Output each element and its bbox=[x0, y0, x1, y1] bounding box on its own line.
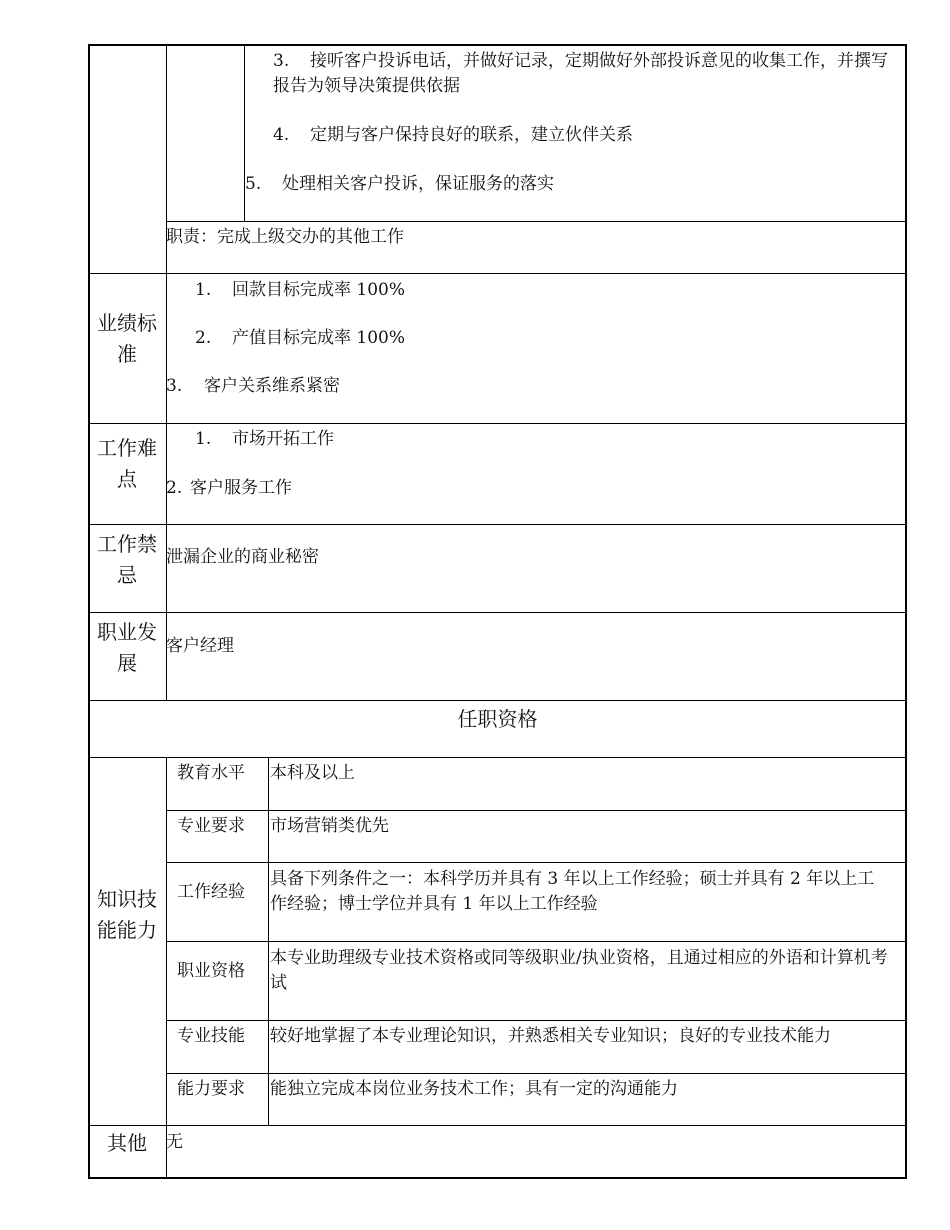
column-divider bbox=[268, 757, 269, 1126]
row-divider bbox=[88, 273, 907, 274]
qual-value-experience: 具备下列条件之一：本科学历并具有 3 年以上工作经验；硕士并具有 2 年以上工作经验；博士学位并具有 1 年以上工作经验 bbox=[270, 869, 875, 914]
row-divider bbox=[166, 1020, 907, 1021]
qual-value-skills: 较好地掌握了本专业理论知识，并熟悉相关专业知识；良好的专业技术能力 bbox=[270, 1026, 831, 1046]
qualification-label: 知识技能能力 bbox=[97, 887, 157, 942]
duty-item-4-text: 定期与客户保持良好的联系，建立伙伴关系 bbox=[310, 125, 633, 145]
row-divider bbox=[88, 423, 907, 424]
row-divider bbox=[166, 862, 907, 863]
qual-value-certification: 本专业助理级专业技术资格或同等级职业/执业资格，且通过相应的外语和计算机考试 bbox=[270, 948, 888, 993]
duty-item-4-number: 4. bbox=[273, 125, 290, 145]
column-divider bbox=[166, 44, 167, 701]
qual-value-ability: 能独立完成本岗位业务技术工作；具有一定的沟通能力 bbox=[270, 1079, 678, 1099]
duty-item-3-text: 接听客户投诉电话，并做好记录，定期做好外部投诉意见的收集工作，并撰写报告为领导决策提供依据 bbox=[273, 51, 888, 96]
row-divider bbox=[166, 1073, 907, 1074]
difficulty-item-1-number: 1. bbox=[195, 429, 212, 449]
row-divider bbox=[166, 221, 907, 222]
career-text: 客户经理 bbox=[166, 636, 234, 656]
qual-name-major: 专业要求 bbox=[177, 816, 245, 836]
duty-other: 职责：完成上级交办的其他工作 bbox=[166, 227, 404, 247]
qual-value-education: 本科及以上 bbox=[270, 763, 355, 783]
difficulty-item-2-number: 2. bbox=[166, 478, 183, 498]
performance-item-2-number: 2. bbox=[195, 328, 212, 348]
performance-label: 业绩标准 bbox=[97, 311, 157, 366]
taboo-text: 泄漏企业的商业秘密 bbox=[166, 547, 319, 567]
performance-item-1-number: 1. bbox=[195, 280, 212, 300]
qual-name-ability: 能力要求 bbox=[177, 1079, 245, 1099]
other-label: 其他 bbox=[107, 1131, 147, 1155]
duty-item-5-text: 处理相关客户投诉，保证服务的落实 bbox=[282, 174, 554, 194]
row-divider bbox=[88, 1125, 907, 1126]
performance-item-3-number: 3. bbox=[166, 376, 183, 396]
difficulty-item-2-text: 客户服务工作 bbox=[190, 478, 292, 498]
other-text: 无 bbox=[166, 1132, 183, 1152]
row-divider bbox=[88, 757, 907, 758]
difficulty-item-1-text: 市场开拓工作 bbox=[232, 429, 334, 449]
career-label: 职业发展 bbox=[97, 620, 157, 675]
performance-item-3-text: 客户关系维系紧密 bbox=[204, 376, 340, 396]
column-divider bbox=[166, 757, 167, 1179]
row-divider bbox=[88, 700, 907, 701]
row-divider bbox=[88, 612, 907, 613]
taboo-label: 工作禁忌 bbox=[97, 532, 157, 587]
performance-item-1-text: 回款目标完成率 100% bbox=[232, 280, 406, 300]
row-divider bbox=[166, 810, 907, 811]
difficulty-label: 工作难点 bbox=[97, 436, 157, 491]
qual-name-skills: 专业技能 bbox=[177, 1026, 245, 1046]
duty-item-5-number: 5. bbox=[245, 174, 262, 194]
performance-item-2-text: 产值目标完成率 100% bbox=[232, 328, 406, 348]
qual-name-experience: 工作经验 bbox=[177, 882, 245, 902]
row-divider bbox=[88, 524, 907, 525]
duty-item-3-number: 3. bbox=[273, 51, 290, 71]
qual-name-education: 教育水平 bbox=[177, 763, 245, 783]
row-divider bbox=[166, 941, 907, 942]
qual-value-major: 市场营销类优先 bbox=[270, 816, 389, 836]
qual-name-certification: 职业资格 bbox=[177, 961, 245, 981]
qualification-title: 任职资格 bbox=[457, 707, 538, 731]
